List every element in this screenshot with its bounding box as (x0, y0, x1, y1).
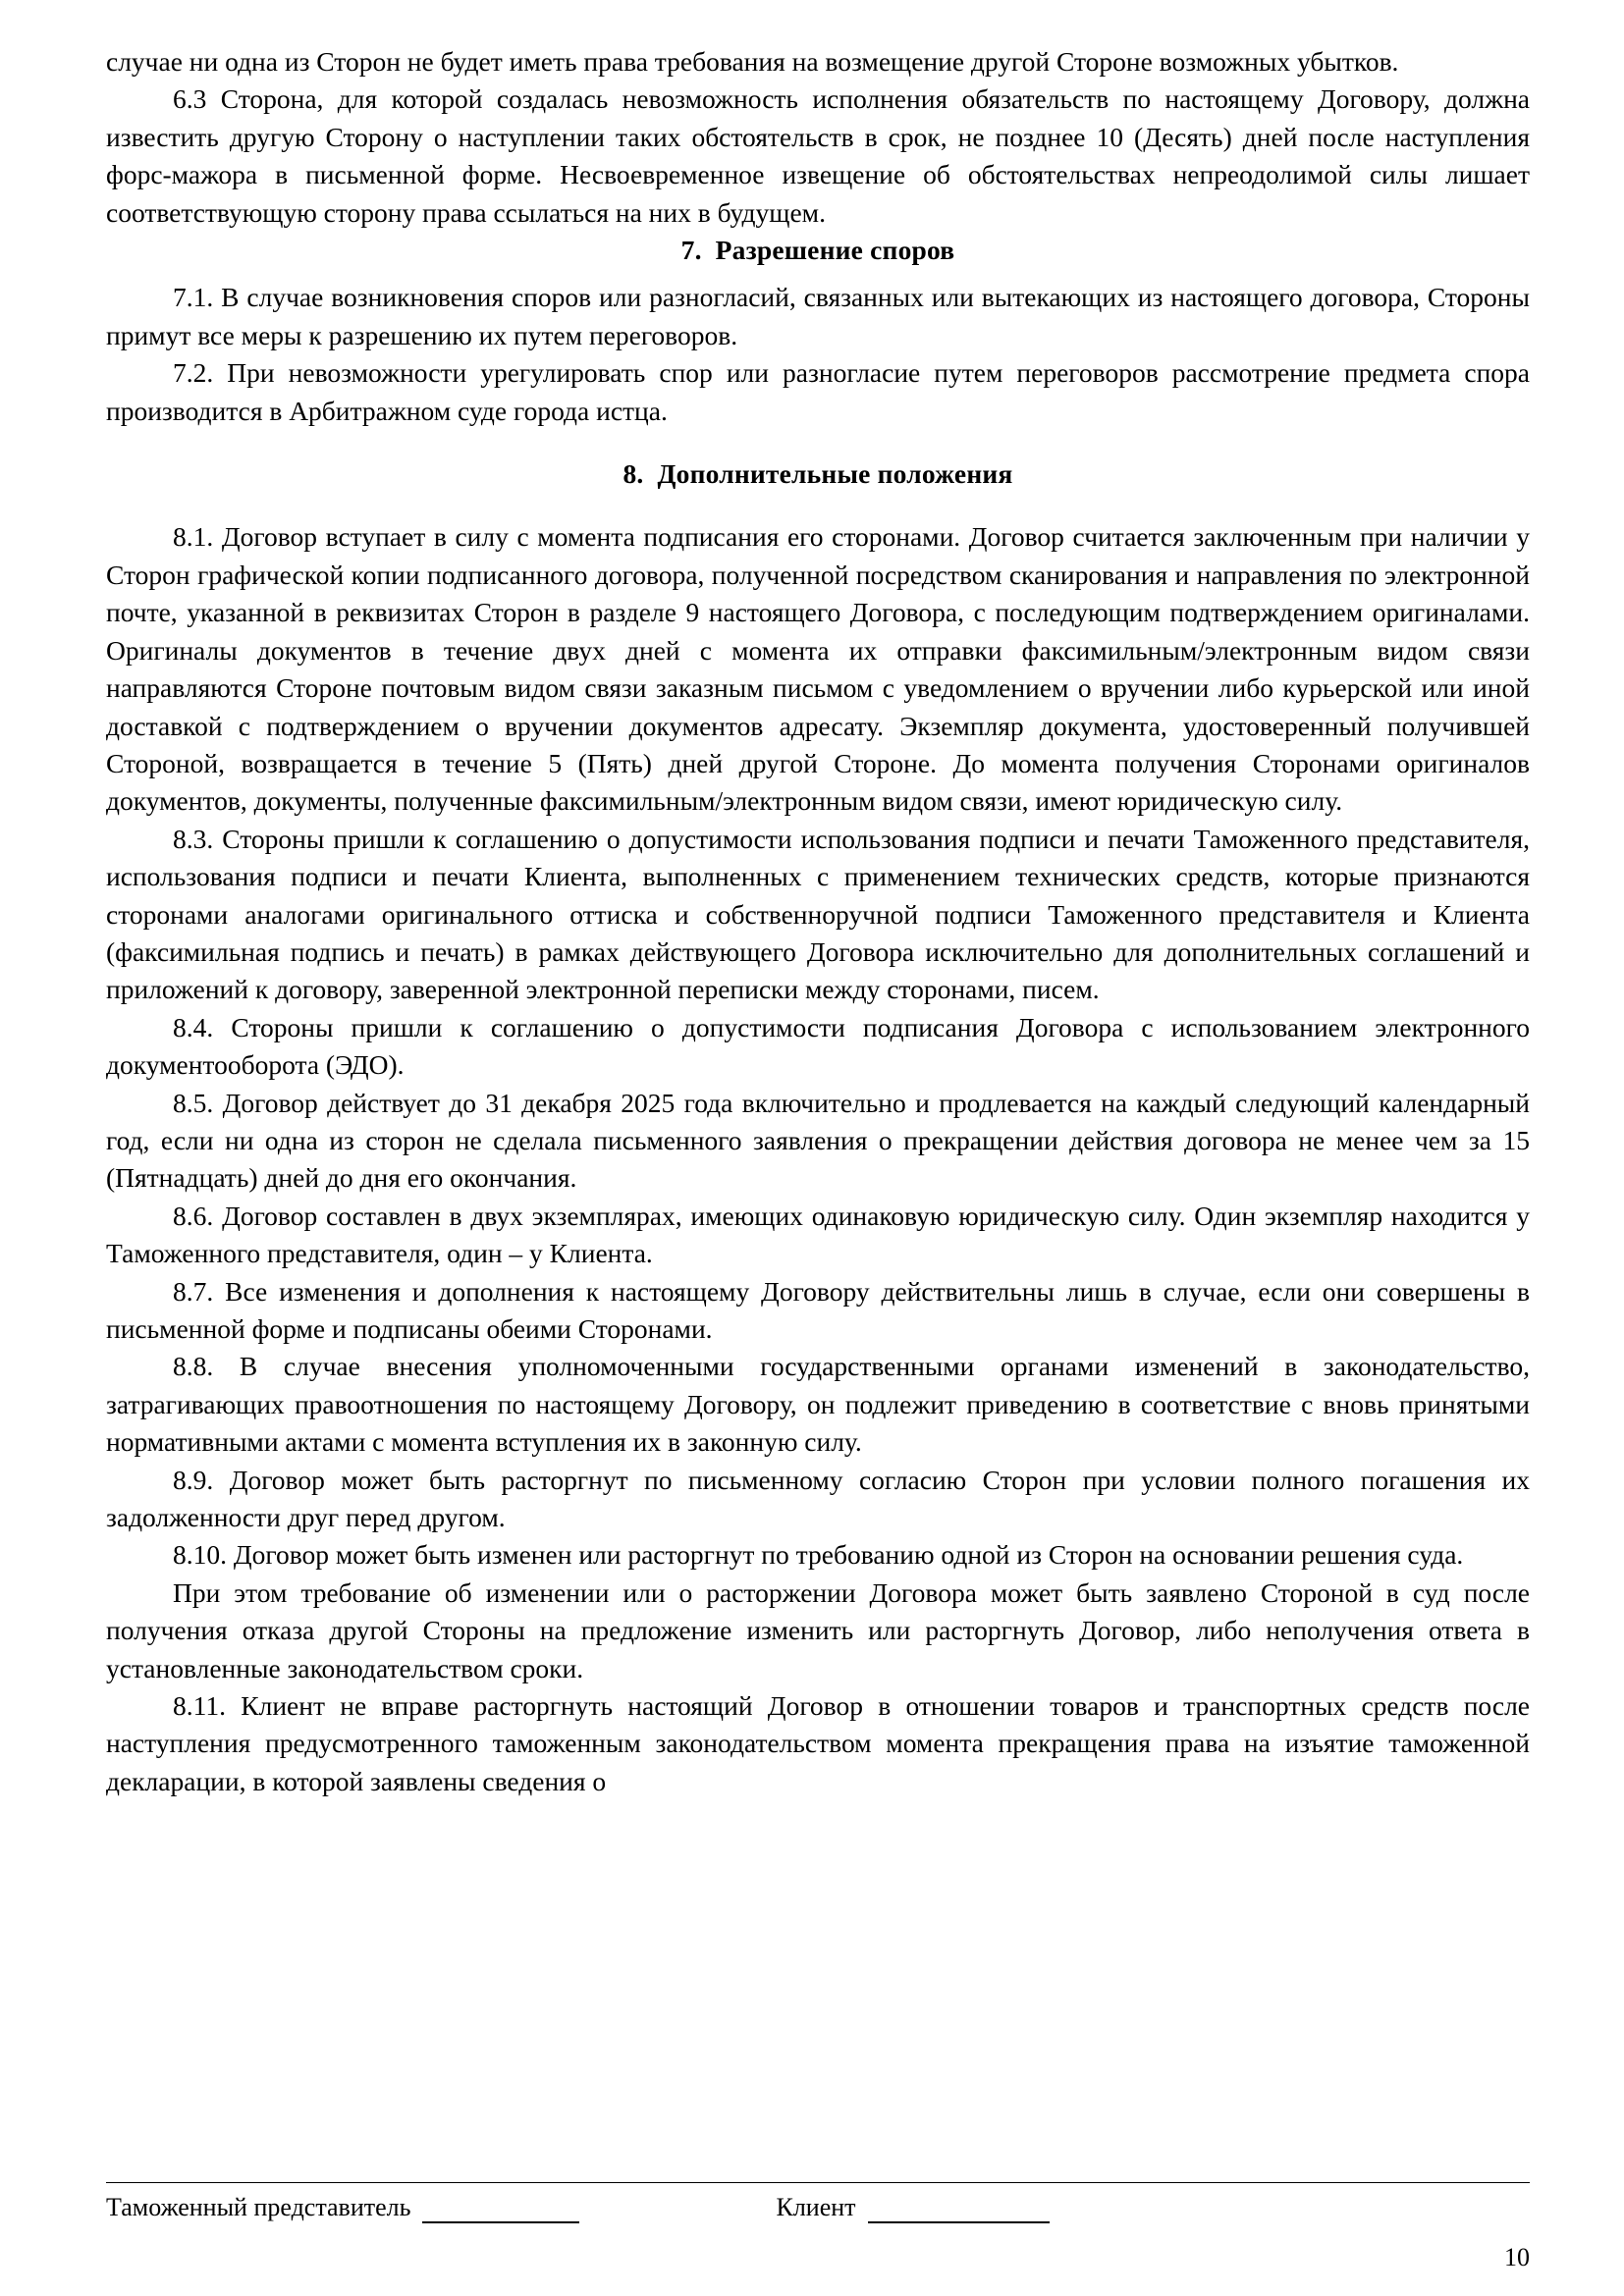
clause-8-8: 8.8. В случае внесения уполномоченными государственными органами изменений в законодательство, затрагивающих правоотношения по настоящему Договору, он подлежит приведению в соответствие с вновь принятыми нормативными актами с момента вступления их в законную силу. (106, 1351, 1530, 1458)
spacer (106, 430, 1530, 455)
client-label: Клиент (776, 2193, 856, 2221)
clause-8-1: 8.1. Договор вступает в силу с момента подписания его сторонами. Договор считается заключенным при наличии у Сторон графической копии подписанного договора, полученной посредством сканирования и направления по электронной почте, указанной в реквизитах Сторон в разделе 9 настоящего Договора, с последующим подтверждением оригиналами. Оригиналы документов в течение двух дней с момента их отправки факсимильным/электронным видом связи направляются Стороне почтовым видом связи заказным письмом с уведомлением о вручении либо курьерской или иной доставкой с подтверждением о вручении документов адресату. Экземпляр документа, удостоверенный получившей Стороной, возвращается в течение 5 (Пять) дней другой Стороне. До момента получения Сторонами оригиналов документов, документы, полученные факсимильным/электронным видом связи, имеют юридическую силу. (106, 521, 1530, 817)
clause-8-3: 8.3. Стороны пришли к соглашению о допустимости использования подписи и печати Таможенного представителя, использования подписи и печати Клиента, выполненных с применением технических средств, которые признаются сторонами аналогами оригинального оттиска и собственноручной подписи Таможенного представителя и Клиента (факсимильная подпись и печать) в рамках действующего Договора исключительно для дополнительных соглашений и приложений к договору, заверенной электронной переписки между сторонами, писем. (106, 823, 1530, 1005)
signature-row (106, 2192, 1530, 2223)
paragraph-continued: случае ни одна из Сторон не будет иметь права требования на возмещение другой Стороне возможных убытков. (106, 46, 1399, 77)
section-heading-8 (106, 455, 1530, 493)
spacer (106, 269, 1530, 279)
section-8-number: 8. (623, 458, 644, 490)
signature-block-representative (106, 2192, 579, 2223)
client-signature-line[interactable] (868, 2202, 1050, 2223)
signature-block-client (776, 2192, 1049, 2223)
clause-6-3: 6.3 Сторона, для которой создалась невозможность исполнения обязательств по настоящему Договору, должна известить другую Сторону о наступлении таких обстоятельств в срок, не позднее 10 (Десять) дней после наступления форс-мажора в письменной форме. Несвоевременное извещение об обстоятельствах непреодолимой силы лишает соответствующую сторону права ссылаться на них в будущем. (106, 83, 1530, 228)
footer-divider (106, 2182, 1530, 2183)
section-8-title: Дополнительные положения (657, 458, 1013, 490)
clause-8-4: 8.4. Стороны пришли к соглашению о допустимости подписания Договора с использованием электронного документооборота (ЭДО). (106, 1011, 1530, 1081)
clause-8-5: 8.5. Договор действует до 31 декабря 2025 года включительно и продлевается на каждый следующий календарный год, если ни одна из сторон не сделала письменного заявления о прекращении действия договора не менее чем за 15 (Пятнадцать) дней до дня его окончания. (106, 1087, 1530, 1194)
section-7-title: Разрешение споров (715, 235, 955, 266)
clause-7-2: 7.2. При невозможности урегулировать спор или разногласие путем переговоров рассмотрение предмета спора производится в Арбитражном суде города истца. (106, 357, 1530, 426)
spacer (106, 493, 1530, 518)
clause-8-11: 8.11. Клиент не вправе расторгнуть настоящий Договор в отношении товаров и транспортных средств после наступления предусмотренного таможенным законодательством момента прекращения права на изъятие таможенной декларации, в которой заявлены сведения о (106, 1690, 1530, 1796)
clause-7-1: 7.1. В случае возникновения споров или разногласий, связанных или вытекающих из настоящего договора, Стороны примут все меры к разрешению их путем переговоров. (106, 282, 1530, 350)
clause-8-10: 8.10. Договор может быть изменен или расторгнут по требованию одной из Сторон на основании решения суда. (173, 1539, 1464, 1571)
clause-8-10-continuation: При этом требование об изменении или о расторжении Договора может быть заявлено Стороной в суд после получения отказа другой Стороны на предложение изменить или расторгнуть Договор, либо неполучения ответа в установленные законодательством сроки. (106, 1576, 1530, 1683)
page-number: 10 (1504, 2243, 1530, 2271)
document-body (106, 43, 1530, 1800)
clause-8-9: 8.9. Договор может быть расторгнут по письменному согласию Сторон при условии полного погашения их задолженности друг перед другом. (106, 1464, 1530, 1533)
page-footer (106, 2182, 1530, 2223)
section-7-number: 7. (680, 235, 702, 266)
representative-label: Таможенный представитель (106, 2193, 411, 2221)
section-heading-7 (106, 232, 1530, 269)
clause-8-7: 8.7. Все изменения и дополнения к настоящему Договору действительны лишь в случае, если они совершены в письменной форме и подписаны обеими Сторонами. (106, 1275, 1530, 1344)
clause-8-6: 8.6. Договор составлен в двух экземплярах, имеющих одинаковую юридическую силу. Один экземпляр находится у Таможенного представителя, один – у Клиента. (106, 1200, 1530, 1269)
representative-signature-line[interactable] (422, 2202, 579, 2223)
